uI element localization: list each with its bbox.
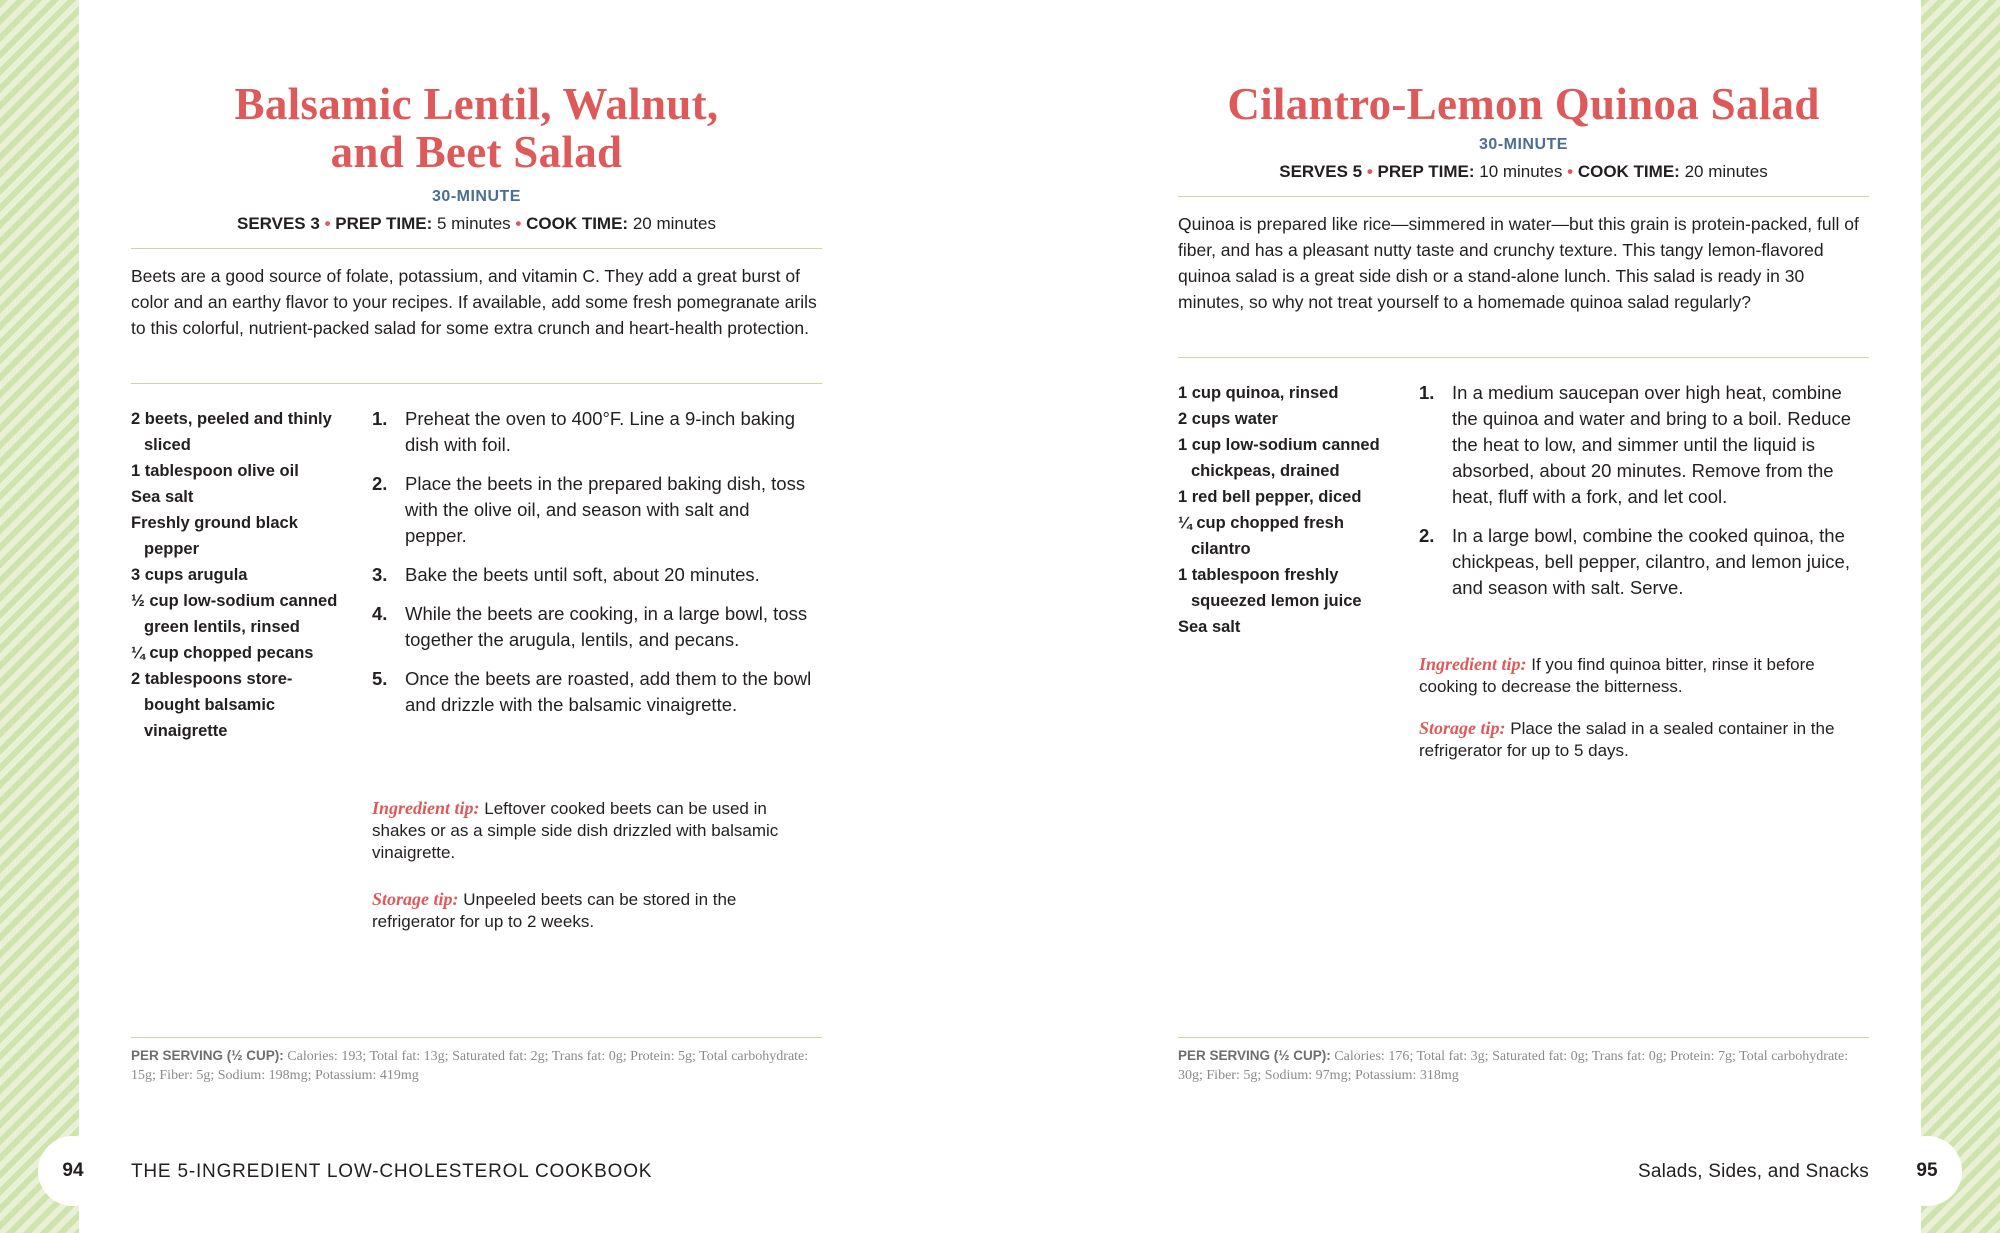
separator-dot: • — [515, 214, 522, 233]
ingredient-item: 2 cups water — [1178, 410, 1278, 428]
storage-tip-text: Unpeeled beets can be stored in the refrigerator for up to 2 weeks. — [372, 890, 737, 931]
step-text: Once the beets are roasted, add them to the bowl and drizzle with the balsamic vinaigrette. — [405, 668, 812, 715]
ingredient-item: 1 tablespoon freshly squeezed lemon juice — [1178, 566, 1362, 610]
storage-tip — [372, 888, 812, 933]
page-number: 95 — [1892, 1136, 1962, 1206]
nutrition-info — [1178, 1046, 1869, 1085]
nutrition-info — [131, 1046, 822, 1085]
step-text: Bake the beets until soft, about 20 minutes. — [405, 564, 760, 585]
step-list — [1419, 380, 1859, 614]
serves-label: SERVES 5 — [1279, 162, 1363, 181]
step-item — [372, 471, 812, 549]
ingredient-item: ¼ cup chopped fresh cilantro — [1178, 514, 1344, 558]
step-number: 3. — [372, 564, 388, 585]
ingredient-tip — [1419, 653, 1859, 698]
ingredient-tip-text: Leftover cooked beets can be used in shakes or as a simple side dish drizzled with balsamic vinaigrette. — [372, 799, 779, 862]
right-page — [1178, 0, 1869, 1233]
recipe-title — [131, 80, 822, 176]
divider — [1178, 357, 1869, 358]
step-item — [372, 406, 812, 458]
ingredient-item: 1 tablespoon olive oil — [131, 462, 299, 480]
divider — [131, 383, 822, 384]
step-text: Preheat the oven to 400°F. Line a 9-inch baking dish with foil. — [405, 408, 795, 455]
step-number: 4. — [372, 603, 388, 624]
ingredient-item: 2 beets, peeled and thinly sliced — [131, 410, 332, 454]
step-item — [1419, 380, 1859, 510]
step-number: 5. — [372, 668, 388, 689]
step-text: In a medium saucepan over high heat, combine the quinoa and water and bring to a boil. Reduce the heat to low, and simmer until the liquid is absorbed, about 20 minutes. Remove from the heat, fluff with a fork, and let cool. — [1452, 382, 1852, 507]
ingredient-list — [131, 406, 346, 744]
step-number: 2. — [372, 473, 388, 494]
step-item — [1419, 523, 1859, 601]
title-line-1: Balsamic Lentil, Walnut, — [234, 79, 719, 129]
recipe-tag: 30-MINUTE — [1479, 136, 1568, 153]
cook-label: COOK TIME: — [526, 214, 629, 233]
step-list — [372, 406, 812, 731]
ingredient-item: Sea salt — [1178, 618, 1241, 636]
divider — [1178, 196, 1869, 197]
step-number: 2. — [1419, 525, 1435, 546]
cook-value: 20 minutes — [632, 214, 716, 233]
nutrition-text: Calories: 193; Total fat: 13g; Saturated fat: 2g; Trans fat: 0g; Protein: 5g; Total carbohydrate: 15g; Fiber: 5g; Sodium: 198mg; Potassium: 419mg — [131, 1049, 809, 1083]
divider — [1178, 1037, 1869, 1038]
ingredient-item: 3 cups arugula — [131, 566, 248, 584]
ingredient-item: 2 tablespoons store-bought balsamic vinaigrette — [131, 670, 293, 740]
ingredient-item: 1 cup quinoa, rinsed — [1178, 384, 1339, 402]
separator-dot: • — [324, 214, 331, 233]
ingredient-tip — [372, 797, 812, 864]
ingredient-tip-text: If you find quinoa bitter, rinse it before cooking to decrease the bitterness. — [1419, 655, 1815, 696]
nutrition-label: PER SERVING (½ CUP): — [131, 1048, 284, 1063]
storage-tip-text: Place the salad in a sealed container in the refrigerator for up to 5 days. — [1419, 719, 1835, 760]
recipe-title: Cilantro-Lemon Quinoa Salad — [1227, 79, 1820, 129]
nutrition-label: PER SERVING (½ CUP): — [1178, 1048, 1331, 1063]
left-margin-stripe — [0, 0, 79, 1233]
title-line-2: and Beet Salad — [330, 127, 623, 177]
running-footer: THE 5-INGREDIENT LOW-CHOLESTEROL COOKBOOK — [131, 1161, 653, 1182]
recipe-tag: 30-MINUTE — [432, 188, 521, 205]
prep-value: 10 minutes — [1479, 162, 1563, 181]
step-text: While the beets are cooking, in a large bowl, toss together the arugula, lentils, and pecans. — [405, 603, 808, 650]
left-page — [131, 0, 822, 1233]
ingredient-item: Sea salt — [131, 488, 194, 506]
prep-value: 5 minutes — [436, 214, 511, 233]
recipe-intro: Quinoa is prepared like rice—simmered in water—but this grain is protein-packed, full of fiber, and has a pleasant nutty taste and crunchy texture. This tangy lemon-flavored quinoa salad is a great side dish or a stand-alone lunch. This salad is ready in 30 minutes, so why not treat yourself to a homemade quinoa salad regularly? — [1178, 214, 1859, 312]
prep-label: PREP TIME: — [1377, 162, 1475, 181]
ingredient-item: 1 cup low-sodium canned chickpeas, drained — [1178, 436, 1380, 480]
recipe-meta — [1178, 162, 1869, 182]
recipe-meta — [131, 214, 822, 234]
step-item — [372, 601, 812, 653]
ingredient-item: Freshly ground black pepper — [131, 514, 298, 558]
ingredient-item: ½ cup low-sodium canned green lentils, rinsed — [131, 592, 338, 636]
serves-label: SERVES 3 — [236, 214, 320, 233]
step-text: Place the beets in the prepared baking dish, toss with the olive oil, and season with salt and pepper. — [405, 473, 806, 546]
step-number: 1. — [372, 408, 388, 429]
nutrition-text: Calories: 176; Total fat: 3g; Saturated fat: 0g; Trans fat: 0g; Protein: 7g; Total carbohydrate: 30g; Fiber: 5g; Sodium: 97mg; Potassium: 318mg — [1178, 1049, 1849, 1083]
step-item — [372, 562, 812, 588]
cook-label: COOK TIME: — [1577, 162, 1680, 181]
separator-dot: • — [1366, 162, 1373, 181]
step-item — [372, 666, 812, 718]
divider — [131, 248, 822, 249]
step-text: In a large bowl, combine the cooked quinoa, the chickpeas, bell pepper, cilantro, and lemon juice, and season with salt. Serve. — [1452, 525, 1850, 598]
running-footer: Salads, Sides, and Snacks — [1637, 1161, 1869, 1182]
prep-label: PREP TIME: — [335, 214, 433, 233]
ingredient-list — [1178, 380, 1393, 640]
ingredient-item: ¼ cup chopped pecans — [131, 644, 314, 662]
ingredient-tip-label: Ingredient tip: — [372, 798, 480, 818]
storage-tip — [1419, 717, 1859, 762]
divider — [131, 1037, 822, 1038]
storage-tip-label: Storage tip: — [1419, 718, 1506, 738]
right-margin-stripe — [1921, 0, 2000, 1233]
ingredient-item: 1 red bell pepper, diced — [1178, 488, 1362, 506]
storage-tip-label: Storage tip: — [372, 889, 459, 909]
cook-value: 20 minutes — [1684, 162, 1768, 181]
step-number: 1. — [1419, 382, 1435, 403]
separator-dot: • — [1567, 162, 1574, 181]
recipe-intro: Beets are a good source of folate, potassium, and vitamin C. They add a great burst of color and an earthy flavor to your recipes. If available, add some fresh pomegranate arils to this colorful, nutrient-packed salad for some extra crunch and heart-health protection. — [131, 266, 817, 338]
page-number: 94 — [38, 1136, 108, 1206]
ingredient-tip-label: Ingredient tip: — [1419, 654, 1527, 674]
